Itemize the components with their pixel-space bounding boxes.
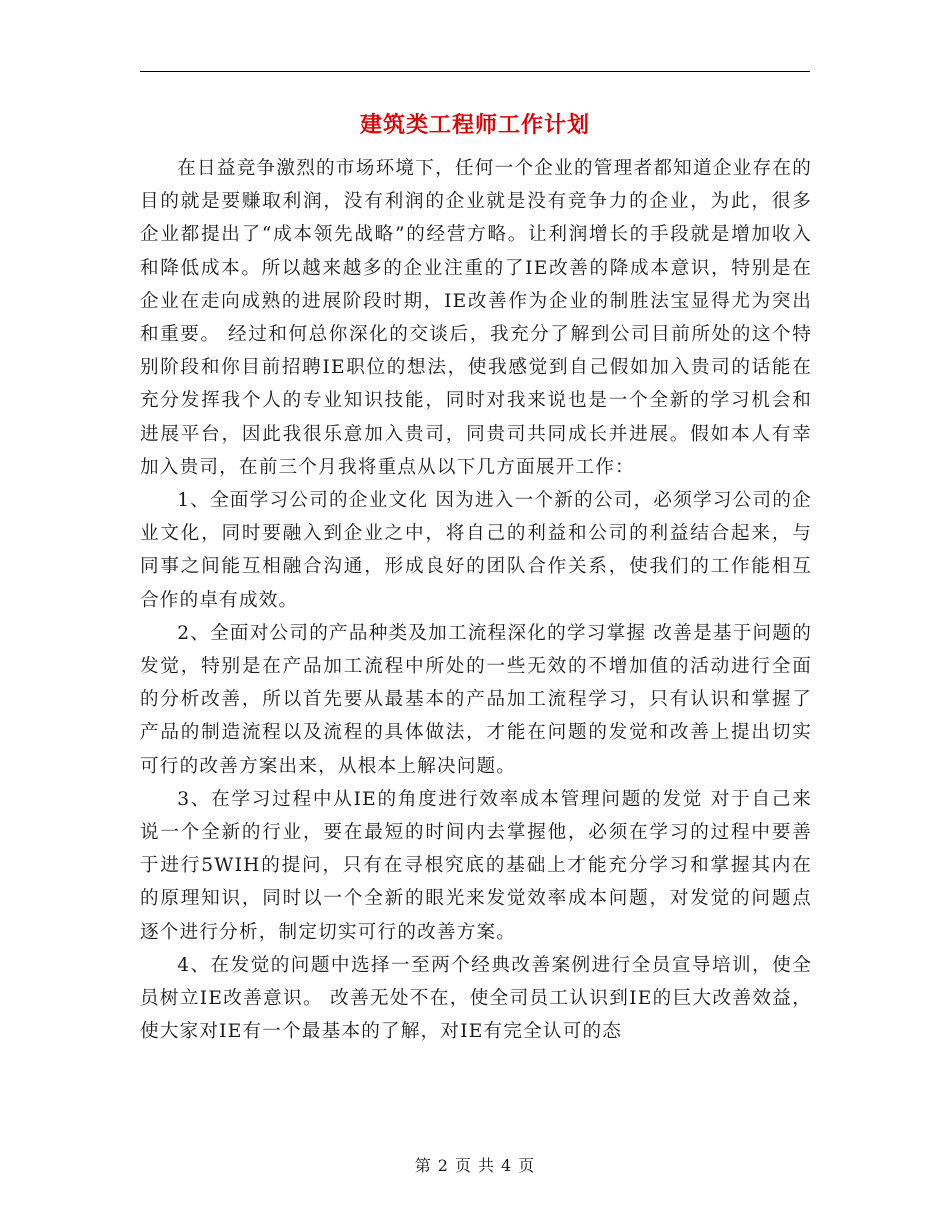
paragraph-item-2: 2、全面对公司的产品种类及加工流程深化的学习掌握 改善是基于问题的发觉，特别是在产品加工流程中所处的一些无效的不增加值的活动进行全面的分析改善，所以首先要从最基本的产品加工流程学习，只有认识和掌握了产品的制造流程以及流程的具体做法，才能在问题的发觉和改善上提出切实可行的改善方案出来，从根本上解决问题。 xyxy=(140,622,812,777)
header-rule xyxy=(140,71,810,72)
document-title: 建筑类工程师工作计划 xyxy=(359,112,590,138)
footer-prefix: 第 xyxy=(414,1156,432,1175)
paragraph-item-1: 1、全面学习公司的企业文化 因为进入一个新的公司，必须学习公司的企业文化，同时要融入到企业之中，将自己的利益和公司的利益结合起来，与同事之间能互相融合沟通，形成良好的团队合作关系，使我们的工作能相互合作的卓有成效。 xyxy=(140,490,812,611)
paragraph-item-4: 4、在发觉的问题中选择一至两个经典改善案例进行全员宣导培训，使全员树立IE改善意识。 改善无处不在，使全司员工认识到IE的巨大改善效益，使大家对IE有一个最基本的了解，对IE有完全认可的态 xyxy=(140,954,812,1043)
footer-total-prefix: 共 xyxy=(478,1156,496,1175)
document-body xyxy=(140,152,812,1048)
page-footer xyxy=(0,1153,950,1176)
footer-total-pages: 4 xyxy=(501,1156,513,1175)
footer-current-page: 2 xyxy=(437,1156,449,1175)
paragraph-intro: 在日益竞争激烈的市场环境下，任何一个企业的管理者都知道企业存在的目的就是要赚取利润，没有利润的企业就是没有竞争力的企业，为此，很多企业都提出了“成本领先战略”的经营方略。让利润增长的手段就是增加收入和降低成本。所以越来越多的企业注重的了IE改善的降成本意识，特别是在企业在走向成熟的进展阶段时期，IE改善作为企业的制胜法宝显得尤为突出和重要。 经过和何总你深化的交谈后，我充分了解到公司目前所处的这个特别阶段和你目前招聘IE职位的想法，使我感觉到自己假如加入贵司的话能在充分发挥我个人的专业知识技能，同时对我来说也是一个全新的学习机会和进展平台，因此我很乐意加入贵司，同贵司共同成长并进展。假如本人有幸加入贵司，在前三个月我将重点从以下几方面展开工作： xyxy=(140,158,812,478)
paragraph-item-3: 3、在学习过程中从IE的角度进行效率成本管理问题的发觉 对于自己来说一个全新的行业，要在最短的时间内去掌握他，必须在学习的过程中要善于进行5WIH的提问，只有在寻根究底的基础上才能充分学习和掌握其内在的原理知识，同时以一个全新的眼光来发觉效率成本问题，对发觉的问题点逐个进行分析，制定切实可行的改善方案。 xyxy=(140,788,812,943)
footer-page-suffix: 页 xyxy=(518,1156,536,1175)
footer-page-word: 页 xyxy=(454,1156,472,1175)
